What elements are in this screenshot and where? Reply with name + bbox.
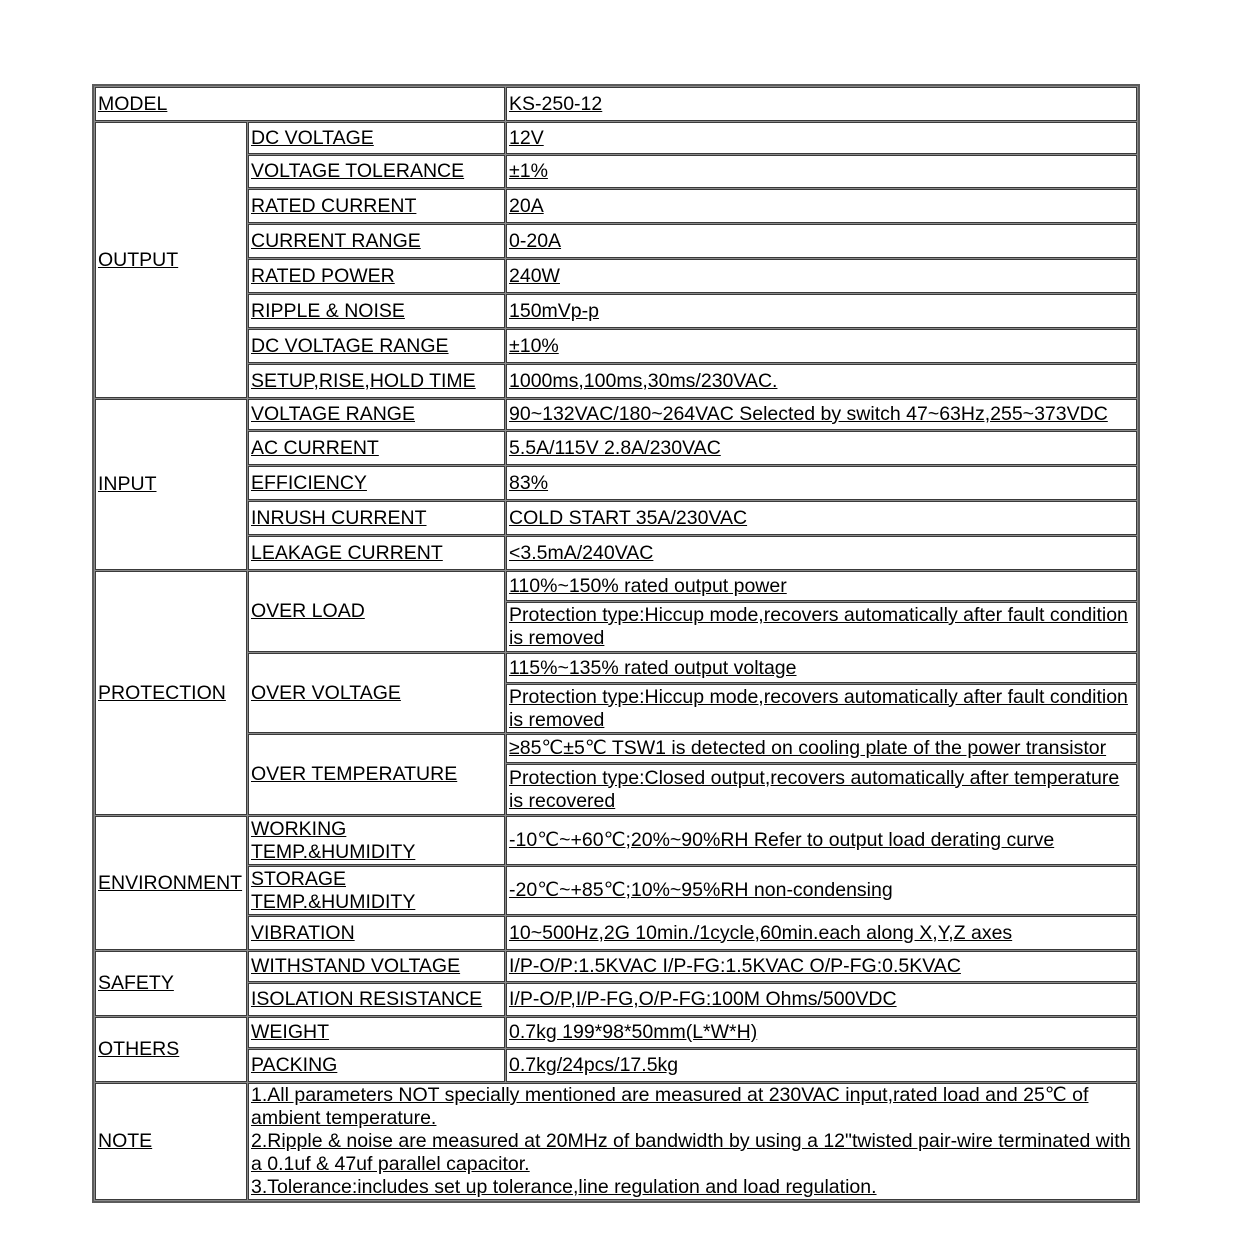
spec-row: [95, 536, 1137, 570]
spec-label-voltage-tolerance: VOLTAGE TOLERANCE: [248, 155, 505, 188]
spec-value-voltage-range: 90~132VAC/180~264VAC Selected by switch 47~63Hz,255~373VDC: [506, 399, 1137, 430]
note-line-3: 3.Tolerance:includes set up tolerance,line regulation and load regulation.: [251, 1176, 877, 1198]
section-label-input: INPUT: [95, 399, 247, 570]
note-body: [248, 1083, 1137, 1200]
spec-row: [95, 259, 1137, 293]
spec-row: [95, 916, 1137, 950]
section-label-output: OUTPUT: [95, 122, 247, 398]
spec-row: [95, 155, 1137, 188]
spec-label-leakage-current: LEAKAGE CURRENT: [248, 536, 505, 570]
spec-row: [95, 866, 1137, 915]
note-line-2: 2.Ripple & noise are measured at 20MHz of bandwidth by using a 12"twisted pair-wire terminated with a 0.1uf & 47uf parallel capacitor.: [251, 1130, 1131, 1175]
spec-row: [95, 431, 1137, 465]
spec-value-current-range: 0-20A: [506, 224, 1137, 258]
spec-value-over-temperature-range: ≥85℃±5℃ TSW1 is detected on cooling plate of the power transistor: [506, 734, 1137, 763]
spec-value-over-voltage-range: 115%~135% rated output voltage: [506, 653, 1137, 683]
spec-value-over-temperature-type: Protection type:Closed output,recovers automatically after temperature is recovered: [506, 764, 1137, 815]
spec-row: [95, 734, 1137, 763]
spec-value-ac-current: 5.5A/115V 2.8A/230VAC: [506, 431, 1137, 465]
spec-row: [95, 1017, 1137, 1048]
spec-value-ripple-noise: 150mVp-p: [506, 294, 1137, 328]
model-value: KS-250-12: [506, 87, 1137, 121]
spec-label-vibration: VIBRATION: [248, 916, 505, 950]
spec-label-ac-current: AC CURRENT: [248, 431, 505, 465]
spec-value-leakage-current: <3.5mA/240VAC: [506, 536, 1137, 570]
spec-value-weight: 0.7kg 199*98*50mm(L*W*H): [506, 1017, 1137, 1048]
spec-label-dc-voltage-range: DC VOLTAGE RANGE: [248, 329, 505, 363]
spec-row: [95, 951, 1137, 982]
spec-label-efficiency: EFFICIENCY: [248, 466, 505, 500]
spec-table: [92, 84, 1140, 1203]
spec-row: [95, 189, 1137, 223]
note-line-1: 1.All parameters NOT specially mentioned are measured at 230VAC input,rated load and 25℃ of ambient temperature.: [251, 1084, 1089, 1129]
spec-row: [95, 501, 1137, 535]
spec-row: [95, 816, 1137, 865]
spec-row: [95, 224, 1137, 258]
spec-value-isolation-resistance: I/P-O/P,I/P-FG,O/P-FG:100M Ohms/500VDC: [506, 983, 1137, 1016]
spec-value-over-load-type: Protection type:Hiccup mode,recovers automatically after fault condition is removed: [506, 602, 1137, 652]
spec-value-inrush-current: COLD START 35A/230VAC: [506, 501, 1137, 535]
spec-label-storage-temp: STORAGE TEMP.&HUMIDITY: [248, 866, 505, 915]
spec-label-over-load: OVER LOAD: [248, 571, 505, 652]
note-row: [95, 1083, 1137, 1200]
spec-value-storage-temp: -20℃~+85℃;10%~95%RH non-condensing: [506, 866, 1137, 915]
model-row: [95, 87, 1137, 121]
spec-label-isolation-resistance: ISOLATION RESISTANCE: [248, 983, 505, 1016]
spec-value-dc-voltage: 12V: [506, 122, 1137, 154]
spec-label-packing: PACKING: [248, 1049, 505, 1082]
spec-value-efficiency: 83%: [506, 466, 1137, 500]
spec-value-rated-current: 20A: [506, 189, 1137, 223]
spec-value-dc-voltage-range: ±10%: [506, 329, 1137, 363]
spec-label-weight: WEIGHT: [248, 1017, 505, 1048]
model-label: MODEL: [95, 87, 505, 121]
spec-row: [95, 571, 1137, 601]
spec-label-current-range: CURRENT RANGE: [248, 224, 505, 258]
spec-row: [95, 122, 1137, 154]
section-label-others: OTHERS: [95, 1017, 247, 1082]
spec-value-packing: 0.7kg/24pcs/17.5kg: [506, 1049, 1137, 1082]
section-label-note: NOTE: [95, 1083, 247, 1200]
spec-label-ripple-noise: RIPPLE & NOISE: [248, 294, 505, 328]
section-label-safety: SAFETY: [95, 951, 247, 1016]
spec-value-working-temp: -10℃~+60℃;20%~90%RH Refer to output load derating curve: [506, 816, 1137, 865]
spec-value-voltage-tolerance: ±1%: [506, 155, 1137, 188]
spec-label-withstand-voltage: WITHSTAND VOLTAGE: [248, 951, 505, 982]
spec-row: [95, 983, 1137, 1016]
spec-row: [95, 466, 1137, 500]
spec-row: [95, 294, 1137, 328]
spec-row: [95, 329, 1137, 363]
spec-row: [95, 399, 1137, 430]
spec-label-over-temperature: OVER TEMPERATURE: [248, 734, 505, 815]
spec-value-over-load-range: 110%~150% rated output power: [506, 571, 1137, 601]
spec-value-setup-rise-hold-time: 1000ms,100ms,30ms/230VAC.: [506, 364, 1137, 398]
spec-row: [95, 364, 1137, 398]
spec-label-voltage-range: VOLTAGE RANGE: [248, 399, 505, 430]
spec-label-over-voltage: OVER VOLTAGE: [248, 653, 505, 733]
section-label-environment: ENVIRONMENT: [95, 816, 247, 950]
spec-value-rated-power: 240W: [506, 259, 1137, 293]
spec-label-setup-rise-hold-time: SETUP,RISE,HOLD TIME: [248, 364, 505, 398]
spec-label-rated-power: RATED POWER: [248, 259, 505, 293]
spec-row: [95, 1049, 1137, 1082]
spec-label-dc-voltage: DC VOLTAGE: [248, 122, 505, 154]
spec-label-rated-current: RATED CURRENT: [248, 189, 505, 223]
spec-value-over-voltage-type: Protection type:Hiccup mode,recovers automatically after fault condition is removed: [506, 684, 1137, 733]
section-label-protection: PROTECTION: [95, 571, 247, 815]
spec-value-withstand-voltage: I/P-O/P:1.5KVAC I/P-FG:1.5KVAC O/P-FG:0.5KVAC: [506, 951, 1137, 982]
spec-label-working-temp: WORKING TEMP.&HUMIDITY: [248, 816, 505, 865]
spec-value-vibration: 10~500Hz,2G 10min./1cycle,60min.each along X,Y,Z axes: [506, 916, 1137, 950]
spec-row: [95, 653, 1137, 683]
spec-label-inrush-current: INRUSH CURRENT: [248, 501, 505, 535]
